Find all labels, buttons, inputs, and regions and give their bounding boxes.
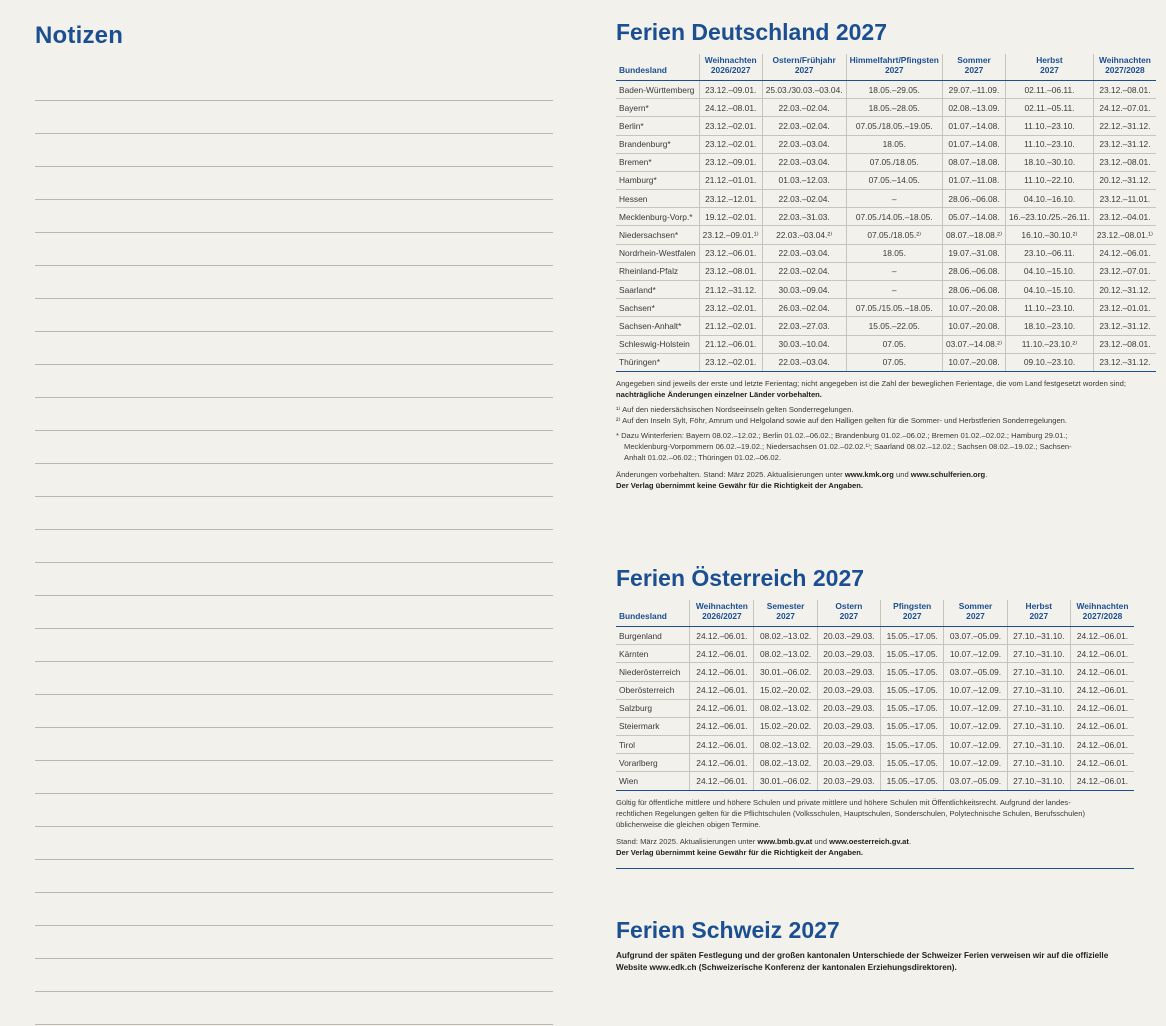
cell-state: Burgenland (616, 626, 690, 644)
cell-dates: 04.10.–16.10. (1006, 190, 1094, 208)
switzerland-title: Ferien Schweiz 2027 (616, 917, 840, 943)
cell-state: Kärnten (616, 645, 690, 663)
notes-line[interactable] (35, 530, 553, 563)
table-row (616, 153, 1156, 171)
notes-line[interactable] (35, 563, 553, 596)
notes-line[interactable] (35, 332, 553, 365)
cell-dates: 22.03.–03.04. (762, 153, 846, 171)
table-row (616, 208, 1156, 226)
cell-dates: 26.03.–02.04. (762, 299, 846, 317)
col-weihnachten-2026: Weihnachten 2026/2027 (699, 54, 762, 80)
cell-dates: 20.03.–29.03. (817, 645, 880, 663)
table-row (616, 281, 1156, 299)
cell-dates: 15.05.–17.05. (881, 645, 944, 663)
cell-dates: 23.12.–08.01. (1093, 80, 1156, 98)
cell-dates: 27.10.–31.10. (1007, 699, 1070, 717)
cell-state: Schleswig-Holstein (616, 335, 699, 353)
section-germany (616, 19, 1153, 495)
cell-dates: 20.03.–29.03. (817, 663, 880, 681)
cell-dates: 08.07.–18.08.²⁾ (942, 226, 1005, 244)
cell-dates: 23.12.–09.01. (699, 80, 762, 98)
cell-dates: 20.03.–29.03. (817, 626, 880, 644)
notes-line[interactable] (35, 992, 553, 1025)
cell-dates: 23.12.–08.01.¹⁾ (1093, 226, 1156, 244)
holidays-page (583, 0, 1166, 1026)
cell-dates: 27.10.–31.10. (1007, 626, 1070, 644)
cell-dates: 27.10.–31.10. (1007, 772, 1070, 790)
cell-dates: 24.12.–06.01. (1093, 244, 1156, 262)
cell-state: Oberösterreich (616, 681, 690, 699)
cell-dates: 10.07.–20.08. (942, 353, 1005, 371)
table-row (616, 190, 1156, 208)
cell-dates: 23.12.–02.01. (699, 299, 762, 317)
notes-line[interactable] (35, 266, 553, 299)
notes-line[interactable] (35, 596, 553, 629)
cell-dates: 11.10.–23.10. (1006, 135, 1094, 153)
cell-dates: 18.05. (846, 244, 942, 262)
section-divider (616, 868, 1134, 869)
notes-line[interactable] (35, 761, 553, 794)
cell-dates: 20.03.–29.03. (817, 717, 880, 735)
cell-state: Tirol (616, 736, 690, 754)
table-row (616, 754, 1134, 772)
notes-line[interactable] (35, 827, 553, 860)
cell-state: Bayern* (616, 99, 699, 117)
table-header-row (616, 600, 1134, 626)
notes-line[interactable] (35, 431, 553, 464)
cell-dates: 24.12.–06.01. (1070, 626, 1134, 644)
cell-state: Rheinland-Pfalz (616, 262, 699, 280)
table-row (616, 772, 1134, 790)
cell-dates: 11.10.–23.10.²⁾ (1006, 335, 1094, 353)
cell-dates: 19.07.–31.08. (942, 244, 1005, 262)
notes-line[interactable] (35, 365, 553, 398)
cell-dates: 07.05./15.05.–18.05. (846, 299, 942, 317)
cell-dates: 19.12.–02.01. (699, 208, 762, 226)
cell-dates: 20.12.–31.12. (1093, 171, 1156, 189)
cell-dates: 30.01.–06.02. (754, 663, 817, 681)
cell-dates: 01.03.–12.03. (762, 171, 846, 189)
cell-dates: 10.07.–12.09. (944, 645, 1007, 663)
cell-dates: 22.03.–02.04. (762, 262, 846, 280)
notes-line[interactable] (35, 497, 553, 530)
cell-dates: 15.02.–20.02. (754, 681, 817, 699)
cell-dates: 11.10.–22.10. (1006, 171, 1094, 189)
cell-dates: 27.10.–31.10. (1007, 736, 1070, 754)
cell-dates: 22.03.–02.04. (762, 117, 846, 135)
cell-dates: 30.03.–10.04. (762, 335, 846, 353)
cell-dates: 30.03.–09.04. (762, 281, 846, 299)
footnote-1: ¹⁾ Auf den niedersächsischen Nordseeinseln gelten Sonderregelungen. (616, 404, 854, 414)
cell-dates: 22.12.–31.12. (1093, 117, 1156, 135)
notes-line[interactable] (35, 860, 553, 893)
table-row (616, 335, 1156, 353)
cell-dates: 24.12.–06.01. (1070, 772, 1134, 790)
cell-dates: 24.12.–06.01. (690, 754, 754, 772)
germany-footnotes (616, 378, 1134, 491)
cell-dates: 07.05./18.05.²⁾ (846, 226, 942, 244)
cell-state: Berlin* (616, 117, 699, 135)
col-pfingsten: Pfingsten 2027 (881, 600, 944, 626)
notes-line[interactable] (35, 959, 553, 992)
cell-dates: 23.12.–02.01. (699, 117, 762, 135)
cell-dates: 20.12.–31.12. (1093, 281, 1156, 299)
cell-dates: 02.11.–05.11. (1006, 99, 1094, 117)
footnote-winter-1: * Dazu Winterferien: Bayern 08.02.–12.02.; Berlin 01.02.–06.02.; Brandenburg 01.02.–06.02.; Bremen 01.02.–02.02.; Hamburg 29.01.; (616, 430, 1068, 440)
austria-warranty: Der Verlag übernimmt keine Gewähr für die Richtigkeit der Angaben. (616, 847, 863, 857)
cell-dates: 09.10.–23.10. (1006, 353, 1094, 371)
cell-dates: – (846, 262, 942, 280)
cell-dates: 15.02.–20.02. (754, 717, 817, 735)
cell-dates: 11.10.–23.10. (1006, 117, 1094, 135)
footnote-intro: Angegeben sind jeweils der erste und letzte Ferientag; nicht angegeben ist die Zahl der beweglichen Ferientage, die vom Land festgesetzt worden sind; nachträgliche Änderungen einzelner Länder vorbehalten. (616, 378, 1126, 399)
cell-dates: 10.07.–12.09. (944, 699, 1007, 717)
table-row (616, 99, 1156, 117)
cell-state: Baden-Württemberg (616, 80, 699, 98)
cell-dates: 24.12.–06.01. (690, 663, 754, 681)
germany-title: Ferien Deutschland 2027 (616, 19, 887, 45)
notes-line[interactable] (35, 398, 553, 431)
table-row (616, 80, 1156, 98)
cell-dates: 07.05.–14.05. (846, 171, 942, 189)
cell-dates: 23.12.–12.01. (699, 190, 762, 208)
cell-state: Steiermark (616, 717, 690, 735)
table-row (616, 135, 1156, 153)
table-row (616, 717, 1134, 735)
table-row (616, 171, 1156, 189)
table-row (616, 663, 1134, 681)
cell-dates: 07.05./18.05. (846, 153, 942, 171)
cell-dates: 22.03.–03.04.²⁾ (762, 226, 846, 244)
cell-dates: 23.12.–31.12. (1093, 353, 1156, 371)
cell-dates: 24.12.–06.01. (1070, 736, 1134, 754)
cell-dates: 07.05./18.05.–19.05. (846, 117, 942, 135)
table-row (616, 681, 1134, 699)
cell-dates: 15.05.–17.05. (881, 663, 944, 681)
cell-dates: 07.05. (846, 353, 942, 371)
cell-dates: 03.07.–14.08.²⁾ (942, 335, 1005, 353)
cell-dates: 11.10.–23.10. (1006, 299, 1094, 317)
footnote-update: Änderungen vorbehalten. Stand: März 2025. Aktualisierungen unter www.kmk.org und www.schulferien.org. (616, 469, 988, 479)
cell-dates: 04.10.–15.10. (1006, 281, 1094, 299)
table-row (616, 299, 1156, 317)
cell-dates: 04.10.–15.10. (1006, 262, 1094, 280)
cell-dates: 08.07.–18.08. (942, 153, 1005, 171)
col-sommer: Sommer 2027 (944, 600, 1007, 626)
col-himmelfahrt-pfingsten: Himmelfahrt/Pfingsten 2027 (846, 54, 942, 80)
cell-state: Bremen* (616, 153, 699, 171)
cell-dates: 27.10.–31.10. (1007, 717, 1070, 735)
cell-state: Nordrhein-Westfalen (616, 244, 699, 262)
col-weihnachten-2026: Weihnachten 2026/2027 (690, 600, 754, 626)
cell-dates: 05.07.–14.08. (942, 208, 1005, 226)
cell-state: Niederösterreich (616, 663, 690, 681)
cell-dates: 01.07.–14.08. (942, 135, 1005, 153)
cell-dates: 23.12.–31.12. (1093, 135, 1156, 153)
austria-update: Stand: März 2025. Aktualisierungen unter www.bmb.gv.at und www.oesterreich.gv.at. (616, 836, 912, 846)
col-semester: Semester 2027 (754, 600, 817, 626)
footnote-warranty: Der Verlag übernimmt keine Gewähr für die Richtigkeit der Angaben. (616, 480, 863, 490)
cell-state: Brandenburg* (616, 135, 699, 153)
cell-dates: – (846, 281, 942, 299)
cell-dates: 08.02.–13.02. (754, 626, 817, 644)
austria-footnotes (616, 797, 1134, 858)
austria-title: Ferien Österreich 2027 (616, 565, 865, 591)
cell-dates: 07.05. (846, 335, 942, 353)
cell-dates: 21.12.–06.01. (699, 335, 762, 353)
cell-dates: 23.12.–09.01.¹⁾ (699, 226, 762, 244)
cell-dates: 27.10.–31.10. (1007, 645, 1070, 663)
cell-dates: 16.10.–30.10.²⁾ (1006, 226, 1094, 244)
col-weihnachten-2027: Weihnachten 2027/2028 (1093, 54, 1156, 80)
cell-dates: 03.07.–05.09. (944, 626, 1007, 644)
cell-dates: 15.05.–17.05. (881, 754, 944, 772)
cell-dates: 23.12.–08.01. (699, 262, 762, 280)
cell-dates: 24.12.–06.01. (1070, 645, 1134, 663)
cell-dates: 24.12.–07.01. (1093, 99, 1156, 117)
col-ostern: Ostern/Frühjahr 2027 (762, 54, 846, 80)
cell-dates: 20.03.–29.03. (817, 772, 880, 790)
notes-line[interactable] (35, 629, 553, 662)
cell-dates: 24.12.–06.01. (1070, 754, 1134, 772)
switzerland-note: Aufgrund der späten Festlegung und der großen kantonalen Unterschiede der Schweizer Ferien verweisen wir auf die offizielle Website www.edk.ch (Schweizerische Konferenz der kantonalen Erziehungsdirektoren). (616, 951, 1109, 973)
table-row (616, 353, 1156, 371)
cell-dates: 23.12.–02.01. (699, 353, 762, 371)
cell-dates: 21.12.–01.01. (699, 171, 762, 189)
cell-state: Niedersachsen* (616, 226, 699, 244)
cell-dates: 10.07.–12.09. (944, 681, 1007, 699)
cell-dates: 10.07.–12.09. (944, 736, 1007, 754)
austria-holiday-table (616, 600, 1134, 791)
cell-dates: 18.05.–29.05. (846, 80, 942, 98)
cell-dates: 24.12.–08.01. (699, 99, 762, 117)
table-row (616, 117, 1156, 135)
austria-note-1: Gültig für öffentliche mittlere und höhere Schulen und private mittlere und höhere Schulen mit Öffentlichkeitsrecht. Aufgrund der landes- (616, 797, 1071, 807)
cell-dates: 22.03.–27.03. (762, 317, 846, 335)
cell-dates: 23.12.–01.01. (1093, 299, 1156, 317)
cell-dates: 27.10.–31.10. (1007, 663, 1070, 681)
cell-state: Sachsen-Anhalt* (616, 317, 699, 335)
cell-dates: 23.12.–04.01. (1093, 208, 1156, 226)
table-row (616, 645, 1134, 663)
cell-state: Saarland* (616, 281, 699, 299)
section-austria (616, 566, 1134, 877)
table-row (616, 626, 1134, 644)
cell-dates: 20.03.–29.03. (817, 699, 880, 717)
cell-dates: 23.12.–07.01. (1093, 262, 1156, 280)
cell-dates: 16.–23.10./25.–26.11. (1006, 208, 1094, 226)
cell-dates: 24.12.–06.01. (1070, 717, 1134, 735)
cell-dates: 23.12.–06.01. (699, 244, 762, 262)
cell-state: Wien (616, 772, 690, 790)
cell-dates: 24.12.–06.01. (690, 772, 754, 790)
cell-dates: 15.05.–17.05. (881, 681, 944, 699)
cell-dates: 03.07.–05.09. (944, 663, 1007, 681)
page-title: Notizen (35, 22, 124, 49)
cell-dates: 24.12.–06.01. (690, 717, 754, 735)
notes-line[interactable] (35, 101, 553, 134)
cell-dates: 08.02.–13.02. (754, 645, 817, 663)
cell-dates: 21.12.–31.12. (699, 281, 762, 299)
notes-line[interactable] (35, 200, 553, 233)
cell-dates: 25.03./30.03.–03.04. (762, 80, 846, 98)
cell-state: Vorarlberg (616, 754, 690, 772)
col-bundesland: Bundesland (616, 600, 690, 626)
cell-dates: 07.05./14.05.–18.05. (846, 208, 942, 226)
notes-line[interactable] (35, 68, 553, 101)
cell-dates: 22.03.–03.04. (762, 244, 846, 262)
cell-dates: 15.05.–17.05. (881, 699, 944, 717)
cell-dates: 24.12.–06.01. (690, 645, 754, 663)
cell-state: Sachsen* (616, 299, 699, 317)
cell-dates: 18.05. (846, 135, 942, 153)
notes-line[interactable] (35, 695, 553, 728)
cell-dates: 27.10.–31.10. (1007, 681, 1070, 699)
section-switzerland (616, 918, 1134, 975)
cell-dates: 22.03.–02.04. (762, 99, 846, 117)
cell-dates: 08.02.–13.02. (754, 736, 817, 754)
footnote-winter-2: Mecklenburg-Vorpommern 06.02.–19.02.; Niedersachsen 01.02.–02.02.¹⁾; Saarland 08.02.–12.02.; Sachsen 08.02.–19.02.; Sachsen- (624, 441, 1072, 451)
cell-dates: 02.08.–13.09. (942, 99, 1005, 117)
cell-dates: 24.12.–06.01. (1070, 681, 1134, 699)
cell-dates: 24.12.–06.01. (690, 699, 754, 717)
cell-dates: 23.12.–08.01. (1093, 153, 1156, 171)
footnote-2: ²⁾ Auf den Inseln Sylt, Föhr, Amrum und Helgoland sowie auf den Halligen gelten für die Sommer- und Herbstferien Sonderregelungen. (616, 415, 1067, 425)
cell-dates: 24.12.–06.01. (1070, 663, 1134, 681)
notes-line[interactable] (35, 233, 553, 266)
cell-dates: 28.06.–06.08. (942, 281, 1005, 299)
cell-state: Mecklenburg-Vorp.* (616, 208, 699, 226)
cell-dates: 18.05.–28.05. (846, 99, 942, 117)
col-herbst: Herbst 2027 (1006, 54, 1094, 80)
cell-dates: 20.03.–29.03. (817, 754, 880, 772)
cell-dates: 29.07.–11.09. (942, 80, 1005, 98)
notes-line[interactable] (35, 464, 553, 497)
notes-line[interactable] (35, 926, 553, 959)
cell-dates: 22.03.–03.04. (762, 135, 846, 153)
notes-line[interactable] (35, 299, 553, 332)
cell-state: Salzburg (616, 699, 690, 717)
col-weihnachten-2027: Weihnachten 2027/2028 (1070, 600, 1134, 626)
cell-dates: 21.12.–02.01. (699, 317, 762, 335)
cell-dates: 28.06.–06.08. (942, 190, 1005, 208)
table-row (616, 736, 1134, 754)
cell-dates: 01.07.–11.08. (942, 171, 1005, 189)
cell-dates: 23.10.–06.11. (1006, 244, 1094, 262)
notes-line[interactable] (35, 893, 553, 926)
cell-dates: 23.12.–31.12. (1093, 317, 1156, 335)
cell-dates: 22.03.–02.04. (762, 190, 846, 208)
cell-dates: 22.03.–31.03. (762, 208, 846, 226)
germany-holiday-table (616, 54, 1156, 372)
austria-note-2: rechtlichen Regelungen gelten für die Pflichtschulen (Volksschulen, Hauptschulen, Sonderschulen, Polytechnische Schulen, Berufsschulen) (616, 808, 1085, 818)
cell-dates: 10.07.–20.08. (942, 299, 1005, 317)
cell-dates: 18.10.–23.10. (1006, 317, 1094, 335)
notes-line[interactable] (35, 134, 553, 167)
notes-line[interactable] (35, 167, 553, 200)
notes-line[interactable] (35, 662, 553, 695)
austria-note-3: üblicherweise die gleichen obigen Termine. (616, 819, 761, 829)
cell-dates: 10.07.–20.08. (942, 317, 1005, 335)
cell-dates: 24.12.–06.01. (1070, 699, 1134, 717)
notes-line[interactable] (35, 728, 553, 761)
table-row (616, 317, 1156, 335)
cell-dates: 20.03.–29.03. (817, 681, 880, 699)
cell-dates: 24.12.–06.01. (690, 681, 754, 699)
cell-dates: 28.06.–06.08. (942, 262, 1005, 280)
cell-dates: – (846, 190, 942, 208)
cell-dates: 24.12.–06.01. (690, 626, 754, 644)
table-row (616, 262, 1156, 280)
cell-dates: 08.02.–13.02. (754, 699, 817, 717)
cell-dates: 15.05.–17.05. (881, 717, 944, 735)
cell-dates: 10.07.–12.09. (944, 754, 1007, 772)
cell-dates: 27.10.–31.10. (1007, 754, 1070, 772)
cell-state: Hamburg* (616, 171, 699, 189)
cell-dates: 02.11.–06.11. (1006, 80, 1094, 98)
cell-dates: 15.05.–17.05. (881, 772, 944, 790)
table-row (616, 699, 1134, 717)
col-ostern: Ostern 2027 (817, 600, 880, 626)
cell-dates: 08.02.–13.02. (754, 754, 817, 772)
cell-dates: 15.05.–17.05. (881, 626, 944, 644)
footnote-winter-3: Anhalt 01.02.–06.02.; Thüringen 01.02.–06.02. (624, 452, 781, 462)
cell-dates: 30.01.–06.02. (754, 772, 817, 790)
table-header-row (616, 54, 1156, 80)
cell-state: Hessen (616, 190, 699, 208)
cell-dates: 22.03.–03.04. (762, 353, 846, 371)
cell-dates: 15.05.–17.05. (881, 736, 944, 754)
cell-dates: 23.12.–11.01. (1093, 190, 1156, 208)
cell-dates: 18.10.–30.10. (1006, 153, 1094, 171)
cell-dates: 03.07.–05.09. (944, 772, 1007, 790)
col-bundesland: Bundesland (616, 54, 699, 80)
cell-dates: 10.07.–12.09. (944, 717, 1007, 735)
table-row (616, 244, 1156, 262)
cell-dates: 24.12.–06.01. (690, 736, 754, 754)
cell-dates: 23.12.–09.01. (699, 153, 762, 171)
cell-dates: 23.12.–02.01. (699, 135, 762, 153)
col-herbst: Herbst 2027 (1007, 600, 1070, 626)
notes-lines[interactable] (35, 68, 553, 1025)
table-row (616, 226, 1156, 244)
col-sommer: Sommer 2027 (942, 54, 1005, 80)
notes-line[interactable] (35, 794, 553, 827)
cell-dates: 15.05.–22.05. (846, 317, 942, 335)
cell-dates: 01.07.–14.08. (942, 117, 1005, 135)
cell-dates: 23.12.–08.01. (1093, 335, 1156, 353)
cell-state: Thüringen* (616, 353, 699, 371)
cell-dates: 20.03.–29.03. (817, 736, 880, 754)
